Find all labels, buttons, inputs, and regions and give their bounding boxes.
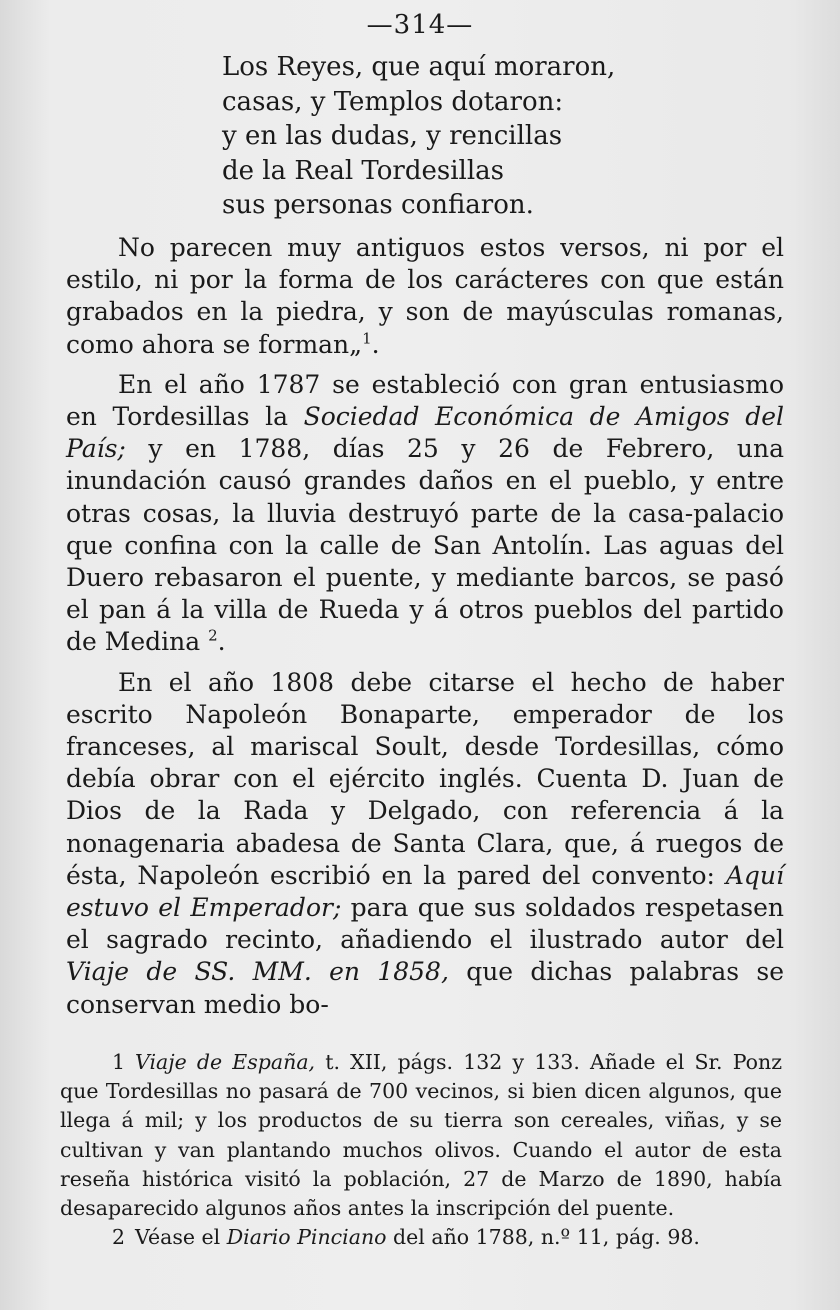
paragraph-2-end: . (217, 627, 226, 657)
footnote-2-text-a: Véase el (135, 1225, 227, 1250)
footnote-1-title: Viaje de España, (135, 1050, 316, 1074)
paragraph-2-text-b: y en 1788, días 25 y 26 de Febrero, una inundación causó grandes daños en el pueblo, y entre otras cosas, la lluvia destruyó parte de la casa-palacio que confina con la calle de San Antolín. Las aguas del Duero rebasaron el puente, y mediante barcos, se pasó el pan á la villa de Rueda y á otros pueblos del partido de Medina (66, 434, 784, 657)
paragraph-3 (66, 667, 784, 1021)
verse-block (222, 50, 615, 223)
society-name-italic: Sociedad Económica de Amigos del País; (66, 402, 784, 464)
footnote-1-number: 1 (112, 1050, 126, 1074)
paragraph-3-text-b: para que sus soldados respetasen el sagrado recinto, añadiendo el ilustrado autor del (66, 893, 784, 955)
paragraph-3-text-c: que dichas palabras se conservan medio bo- (66, 957, 784, 1019)
footnotes (60, 1048, 782, 1252)
paragraph-1-end: . (371, 329, 380, 359)
inscription-italic: Aquí estuvo el Emperador; (66, 860, 784, 923)
page-number: —314— (366, 10, 474, 40)
paragraph-1-text: No parecen muy antiguos estos versos, ni por el estilo, ni por la forma de los carácteres con que están grabados en la piedra, y son de mayúsculas romanas, como ahora se forman„ (66, 233, 784, 359)
footnote-2-text-b: del año 1788, n.º 11, pág. 98. (386, 1225, 700, 1250)
footnote-1-text: t. XII, págs. 132 y 133. Añade el Sr. Ponz que Tordesillas no pasará de 700 vecinos, si bien dicen algunos, que llega á mil; y los productos de su tierra son cereales, viñas, y se cultivan y van plantando muchos olivos. Cuando el autor de esta reseña histórica visitó la población, 27 de Marzo de 1890, había desaparecido algunos años antes la inscripción del puente. (60, 1050, 782, 1221)
verse-line: Los Reyes, que aquí moraron, (222, 52, 616, 82)
footnote-ref-2: 2 (208, 627, 218, 646)
verse-line: de la Real Tordesillas (222, 155, 504, 186)
body-text (66, 232, 784, 1021)
verse-line: sus personas confiaron. (222, 190, 534, 220)
paragraph-3-text-a: En el año 1808 debe citarse el hecho de haber escrito Napoleón Bonaparte, emperador de los franceses, al mariscal Soult, desde Tordesillas, cómo debía obrar con el ejército inglés. Cuenta D. Juan de Dios de la Rada y Delgado, con referencia á la nonagenaria abadesa de Santa Clara, que, á ruegos de ésta, Napoleón escribió en la pared del convento: (66, 667, 784, 890)
footnote-2-number: 2 (112, 1225, 126, 1250)
paragraph-2-text-a: En el año 1787 se estableció con gran entusiasmo en Tordesillas la (66, 369, 784, 432)
footnote-ref-1: 1 (362, 329, 372, 348)
paragraph-1 (66, 232, 784, 361)
verse-line: y en las dudas, y rencillas (222, 121, 563, 151)
footnote-2 (60, 1223, 782, 1252)
book-title-italic: Viaje de SS. MM. en 1858, (66, 957, 449, 987)
footnote-1 (60, 1048, 782, 1223)
verse-line: casas, y Templos dotaron: (222, 86, 564, 117)
paragraph-2 (66, 369, 784, 659)
footnote-2-title: Diario Pinciano (226, 1225, 387, 1250)
